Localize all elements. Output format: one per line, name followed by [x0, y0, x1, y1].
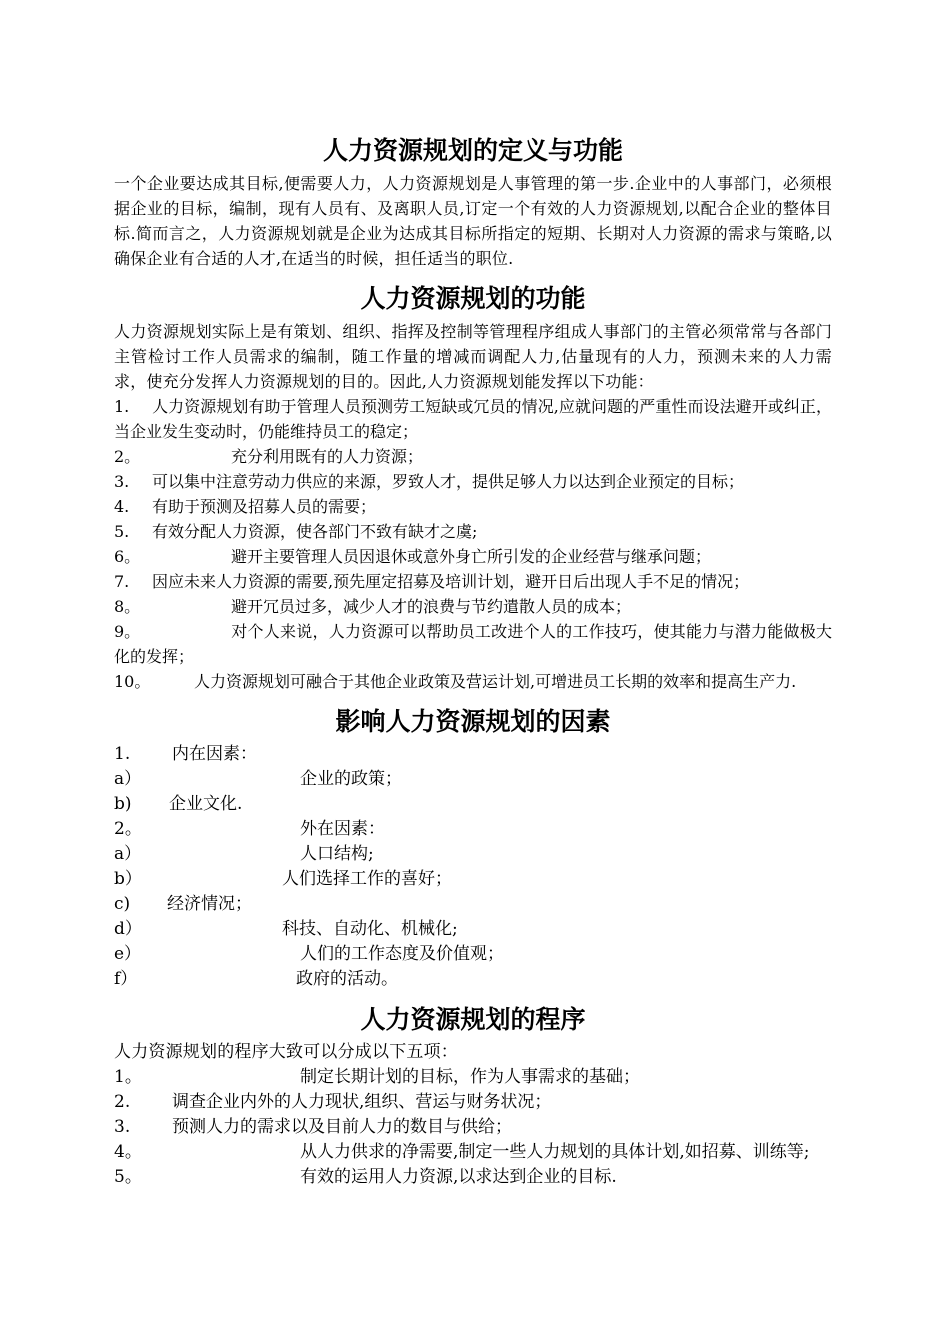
list-item-number: a） [114, 769, 142, 789]
procedure-heading: 人力资源规划的程序 [360, 1005, 586, 1034]
list-item-number: b) [114, 794, 132, 814]
list-item [114, 544, 832, 569]
list-item-text: 调查企业内外的人力现状,组织、营运与财务状况； [172, 1092, 552, 1112]
list-item-number: 4。 [114, 1142, 142, 1162]
list-item [114, 494, 832, 519]
list-item [114, 394, 832, 444]
procedure-list [114, 1065, 832, 1190]
list-item-number: 2。 [114, 819, 142, 839]
list-item [114, 917, 832, 942]
list-item-text: 避开冗员过多，减少人才的浪费与节约遣散人员的成本； [231, 597, 632, 616]
list-item-text: 内在因素： [172, 744, 257, 764]
list-item-text: 有效的运用人力资源,以求达到企业的目标. [300, 1167, 617, 1187]
list-item-text: 预测人力的需求以及目前人力的数目与供给； [172, 1117, 512, 1137]
list-item-number: f） [114, 969, 138, 989]
list-item-number: 6。 [114, 547, 141, 566]
list-item-text: 人们的工作态度及价值观； [300, 944, 504, 964]
list-item [114, 767, 832, 792]
document-title: 人力资源规划的定义与功能 [322, 136, 623, 165]
definition-paragraph: 一个企业要达成其目标,便需要人力，人力资源规划是人事管理的第一步.企业中的人事部门，必须根据企业的目标，编制，现有人员有、及离职人员,订定一个有效的人力资源规划,以配合企业的整体目标.简而言之，人力资源规划就是企业为达成其目标所指定的短期、长期对人力资源的需求与策略,以确保企业有合适的人才,在适当的时候，担任适当的职位. [114, 174, 832, 268]
list-item [114, 619, 832, 669]
functions-heading: 人力资源规划的功能 [360, 284, 586, 313]
list-item [114, 792, 832, 817]
list-item-number: 9。 [114, 622, 141, 641]
document-body [114, 128, 832, 1190]
list-item-text: 政府的活动。 [296, 969, 398, 989]
list-item-text: 可以集中注意劳动力供应的来源，罗致人才，提供足够人力以达到企业预定的目标； [152, 472, 745, 491]
list-item [114, 1165, 832, 1190]
list-item-number: a） [114, 844, 142, 864]
list-item-text: 人口结构; [300, 844, 374, 864]
list-item-text: 外在因素： [300, 819, 385, 839]
list-item-text: 因应未来人力资源的需要,预先厘定招募及培训计划，避开日后出现人手不足的情况； [152, 572, 750, 591]
list-item-text: 避开主要管理人员因退休或意外身亡所引发的企业经营与继承问题； [231, 547, 712, 566]
list-item [114, 519, 832, 544]
list-item-number: 3. [114, 1117, 131, 1137]
list-item-text: 有助于预测及招募人员的需要； [152, 497, 377, 516]
factors-heading: 影响人力资源规划的因素 [335, 707, 611, 736]
list-item [114, 469, 832, 494]
list-item-number: 10。 [114, 672, 151, 691]
list-item-text: 企业的政策； [300, 769, 402, 789]
list-item-number: 1. [114, 744, 131, 764]
list-item [114, 1140, 832, 1165]
list-item [114, 742, 832, 767]
list-item-text: 充分利用既有的人力资源； [231, 447, 424, 466]
list-item-number: 4. [114, 497, 130, 516]
procedure-intro: 人力资源规划的程序大致可以分成以下五项： [114, 1042, 458, 1062]
list-item-number: 5。 [114, 1167, 142, 1187]
list-item-number: c) [114, 894, 131, 914]
list-item-text: 企业文化. [169, 794, 243, 814]
list-item-text: 有效分配人力资源，使各部门不致有缺才之虞; [152, 522, 478, 541]
list-item-number: e） [114, 944, 142, 964]
list-item [114, 444, 832, 469]
list-item [114, 817, 832, 842]
list-item-number: 1. [114, 397, 130, 416]
list-item-text: 人们选择工作的喜好； [282, 869, 452, 889]
functions-intro: 人力资源规划实际上是有策划、组织、指挥及控制等管理程序组成人事部门的主管必须常常与各部门主管检讨工作人员需求的编制，随工作量的增减而调配人力,估量现有的人力，预测未来的人力需求，使充分发挥人力资源规划的目的。因此,人力资源规划能发挥以下功能： [114, 322, 832, 391]
list-item [114, 569, 832, 594]
list-item [114, 892, 832, 917]
list-item [114, 669, 832, 694]
factors-list [114, 742, 832, 992]
list-item-text: 从人力供求的净需要,制定一些人力规划的具体计划,如招募、训练等; [300, 1142, 810, 1162]
list-item-text: 科技、自动化、机械化; [282, 919, 458, 939]
list-item-text: 制定长期计划的目标，作为人事需求的基础； [300, 1067, 640, 1087]
list-item-number: d） [114, 919, 142, 939]
list-item [114, 594, 832, 619]
functions-list [114, 394, 832, 694]
list-item [114, 867, 832, 892]
list-item [114, 942, 832, 967]
list-item-number: 3. [114, 472, 130, 491]
list-item-number: 7. [114, 572, 130, 591]
list-item-number: 8。 [114, 597, 141, 616]
list-item-number: 5. [114, 522, 130, 541]
list-item [114, 1090, 832, 1115]
list-item [114, 967, 832, 992]
list-item-number: b） [114, 869, 142, 889]
list-item-text: 人力资源规划可融合于其他企业政策及营运计划,可增进员工长期的效率和提高生产力. [194, 672, 797, 691]
list-item-text: 对个人来说，人力资源可以帮助员工改进个人的工作技巧，使其能力与潜力能做极大化的发挥； [114, 622, 832, 666]
list-item-text: 经济情况； [167, 894, 252, 914]
list-item-number: 2。 [114, 447, 141, 466]
list-item-text: 人力资源规划有助于管理人员预测劳工短缺或冗员的情况,应就问题的严重性而设法避开或纠正，当企业发生变动时，仍能维持员工的稳定； [114, 397, 832, 441]
list-item [114, 1065, 832, 1090]
list-item [114, 842, 832, 867]
list-item-number: 1。 [114, 1067, 142, 1087]
list-item [114, 1115, 832, 1140]
list-item-number: 2. [114, 1092, 131, 1112]
